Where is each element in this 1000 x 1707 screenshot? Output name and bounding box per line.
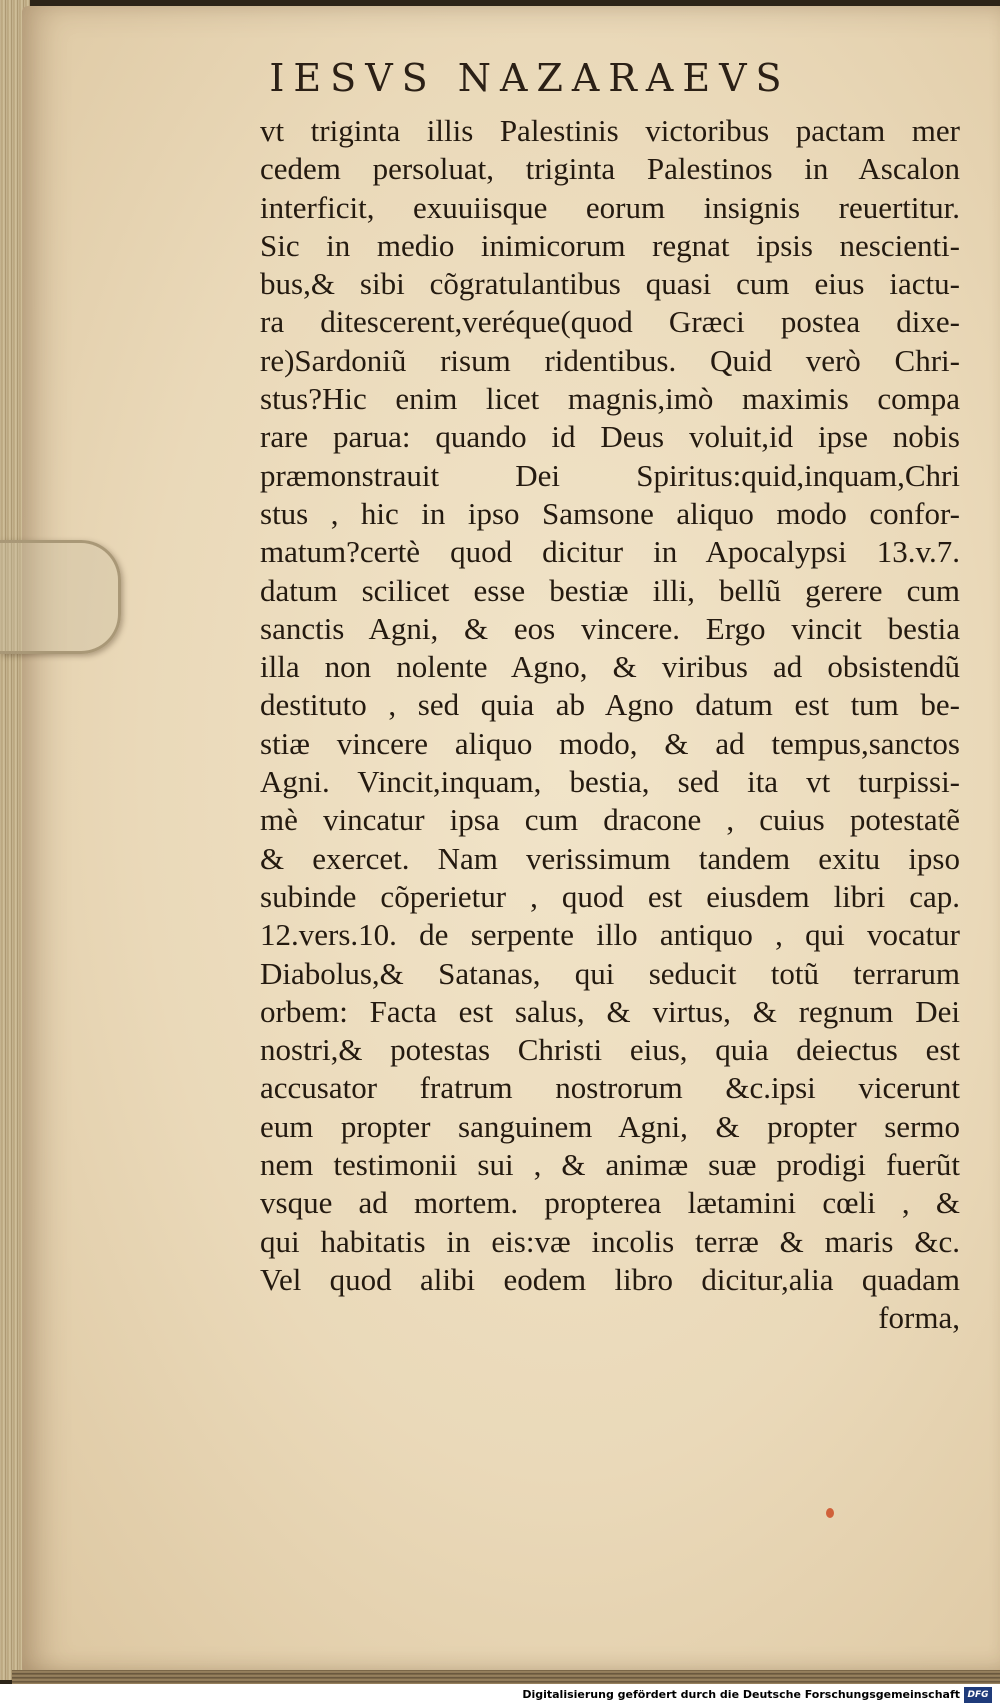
text-line: Vel quod alibi eodem libro dicitur,alia quadam [260, 1261, 960, 1297]
text-line: 12.vers.10. de serpente illo antiquo , qui vocatur [260, 917, 960, 953]
text-line: Agni. Vincit,inquam, bestia, sed ita vt turpissi- [260, 764, 960, 800]
text-line: eum propter sanguinem Agni, & propter sermo [260, 1108, 960, 1144]
running-head: IESVS NAZARAEVS [269, 56, 791, 100]
text-line: rare parua: quando id Deus voluit,id ipse nobis [260, 419, 960, 455]
text-line: destituto , sed quia ab Agno datum est tum be- [260, 687, 960, 723]
text-line: mè vincatur ipsa cum dracone , cuius potestatẽ [260, 802, 960, 838]
book-bottom-edge [12, 1670, 1000, 1684]
digitization-footer [0, 1684, 1000, 1707]
text-line: stus?Hic enim licet magnis,imò maximis compa [260, 381, 960, 417]
paper-speck [826, 1508, 834, 1518]
text-line: stiæ vincere aliquo modo, & ad tempus,sanctos [260, 725, 960, 761]
text-line: matum?certè quod dicitur in Apocalypsi 13.v.7. [260, 534, 960, 570]
text-line: nem testimonii sui , & animæ suæ prodigi fuerũt [260, 1147, 960, 1183]
body-text [260, 112, 960, 1338]
text-line: accusator fratrum nostrorum &c.ipsi vicerunt [260, 1070, 960, 1106]
text-line: datum scilicet esse bestiæ illi, bellũ gerere cum [260, 572, 960, 608]
text-line: ra ditescerent,veréque(quod Græci postea dixe- [260, 304, 960, 340]
text-line: cedem persoluat, triginta Palestinos in Ascalon [260, 151, 960, 187]
page-clip [0, 540, 121, 654]
text-line: illa non nolente Agno, & viribus ad obsistendũ [260, 649, 960, 685]
text-line: forma, [878, 1300, 960, 1336]
text-line: præmonstrauit Dei Spiritus:quid,inquam,Chri [260, 457, 960, 493]
text-line: re)Sardoniũ risum ridentibus. Quid verò Chri- [260, 342, 960, 378]
text-line: qui habitatis in eis:væ incolis terræ & maris &c. [260, 1223, 960, 1259]
text-line: bus,& sibi cõgratulantibus quasi cum eius iactu- [260, 266, 960, 302]
footer-credit: Digitalisierung gefördert durch die Deutsche Forschungsgemeinschaft [522, 1688, 960, 1701]
text-line: sanctis Agni, & eos vincere. Ergo vincit bestia [260, 610, 960, 646]
text-line: nostri,& potestas Christi eius, quia deiectus est [260, 1032, 960, 1068]
text-line: interficit, exuuiisque eorum insignis reuertitur. [260, 189, 960, 225]
text-line: orbem: Facta est salus, & virtus, & regnum Dei [260, 993, 960, 1029]
dfg-logo-icon: DFG [964, 1687, 992, 1703]
text-line: & exercet. Nam verissimum tandem exitu ipso [260, 840, 960, 876]
text-line: vt triginta illis Palestinis victoribus pactam mer [260, 113, 960, 148]
text-line: vsque ad mortem. propterea lætamini cœli , & [260, 1185, 960, 1221]
text-line: subinde cõperietur , quod est eiusdem libri cap. [260, 878, 960, 914]
text-line: stus , hic in ipso Samsone aliquo modo confor- [260, 495, 960, 531]
text-line: Diabolus,& Satanas, qui seducit totũ terrarum [260, 955, 960, 991]
text-line: Sic in medio inimicorum regnat ipsis nescienti- [260, 227, 960, 263]
